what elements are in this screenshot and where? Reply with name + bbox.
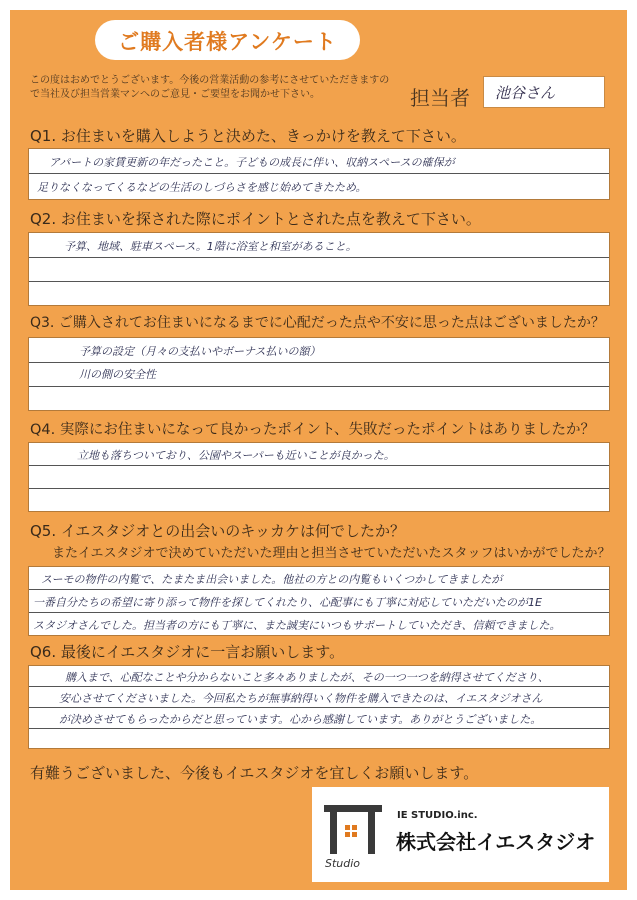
- answer-5-line-3: スタジオさんでした。担当者の方にも丁寧に、また誠実にいつもサポートしていただき、信頼できました。: [33, 619, 561, 632]
- ruled-line: [29, 257, 609, 258]
- question-5: Q5. イエスタジオとの出会いのキッカケは何でしたか？: [30, 522, 405, 540]
- staff-label: 担当者: [410, 86, 470, 110]
- answer-2-line-1: 予算、地域、駐車スペース。1階に浴室と和室があること。: [64, 240, 357, 253]
- question-4: Q4. 実際にお住まいになって良かったポイント、失敗だったポイントはありましたか？: [30, 422, 596, 438]
- ruled-line: [29, 589, 609, 590]
- logo-script: Studio: [325, 857, 361, 870]
- answer-box-5[interactable]: [28, 566, 610, 636]
- ruled-line: [29, 707, 609, 708]
- question-5-sub: またイエスタジオで決めていただいた理由と担当させていただいたスタッフはいかがでしたか？: [52, 546, 611, 561]
- house-logo-icon: [318, 797, 388, 859]
- ruled-line: [29, 686, 609, 687]
- page-title: ご購入者様アンケート: [118, 30, 337, 54]
- answer-6-line-1: 購入まで、心配なことや分からないこと多々ありましたが、その一つ一つを納得させてくださり、: [65, 671, 549, 684]
- answer-6-line-3: が決めさせてもらったからだと思っています。心から感謝しています。ありがとうございました。: [59, 713, 542, 726]
- answer-1-line-2: 足りなくなってくるなどの生活のしづらさを感じ始めてきたため。: [37, 181, 367, 194]
- question-6: Q6. 最後にイエスタジオに一言お願いします。: [30, 643, 345, 661]
- answer-box-2[interactable]: [28, 232, 610, 306]
- ruled-line: [29, 173, 609, 174]
- question-2: Q2. お住まいを探された際にポイントとされた点を教えて下さい。: [30, 210, 481, 228]
- answer-box-1[interactable]: [28, 148, 610, 200]
- question-1: Q1. お住まいを購入しようと決めた、きっかけを教えて下さい。: [30, 127, 466, 145]
- intro-text: この度はおめでとうございます。今後の営業活動の参考にさせていただきますので当社及び担当営業マンへのご意見・ご要望をお聞かせ下さい。: [30, 75, 390, 100]
- answer-4-line-1: 立地も落ちついており、公園やスーパーも近いことが良かった。: [77, 449, 395, 462]
- answer-box-3[interactable]: [28, 337, 610, 411]
- closing-message: 有難うございました、今後もイエスタジオを宜しくお願いします。: [30, 764, 479, 782]
- staff-value: 池谷さん: [495, 84, 556, 102]
- ruled-line: [29, 728, 609, 729]
- answer-5-line-2: 一番自分たちの希望に寄り添って物件を探してくれたり、心配事にも丁寧に対応していただいたのが1E: [33, 596, 542, 609]
- answer-6-line-2: 安心させてくださいました。今回私たちが無事納得いく物件を購入できたのは、イエスタジオさん: [59, 692, 543, 705]
- question-3: Q3. ご購入されてお住まいになるまでに心配だった点や不安に思った点はございましたか？: [30, 315, 605, 331]
- answer-1-line-1: アパートの家賃更新の年だったこと。子どもの成長に伴い、収納スペースの確保が: [49, 156, 455, 169]
- ruled-line: [29, 281, 609, 282]
- ruled-line: [29, 488, 609, 489]
- answer-box-4[interactable]: [28, 442, 610, 512]
- ruled-line: [29, 612, 609, 613]
- answer-5-line-1: スーモの物件の内覧で、たまたま出会いました。他社の方との内覧もいくつかしてきましたが: [41, 573, 503, 586]
- ruled-line: [29, 386, 609, 387]
- answer-3-line-2: 川の側の安全性: [79, 368, 156, 381]
- ruled-line: [29, 362, 609, 363]
- logo-english-name: IE STUDIO.inc.: [397, 810, 478, 821]
- answer-box-6[interactable]: [28, 665, 610, 749]
- ruled-line: [29, 465, 609, 466]
- answer-3-line-1: 予算の設定（月々の支払いやボーナス払いの額）: [79, 345, 321, 358]
- logo-company-name: 株式会社イエスタジオ: [396, 830, 596, 854]
